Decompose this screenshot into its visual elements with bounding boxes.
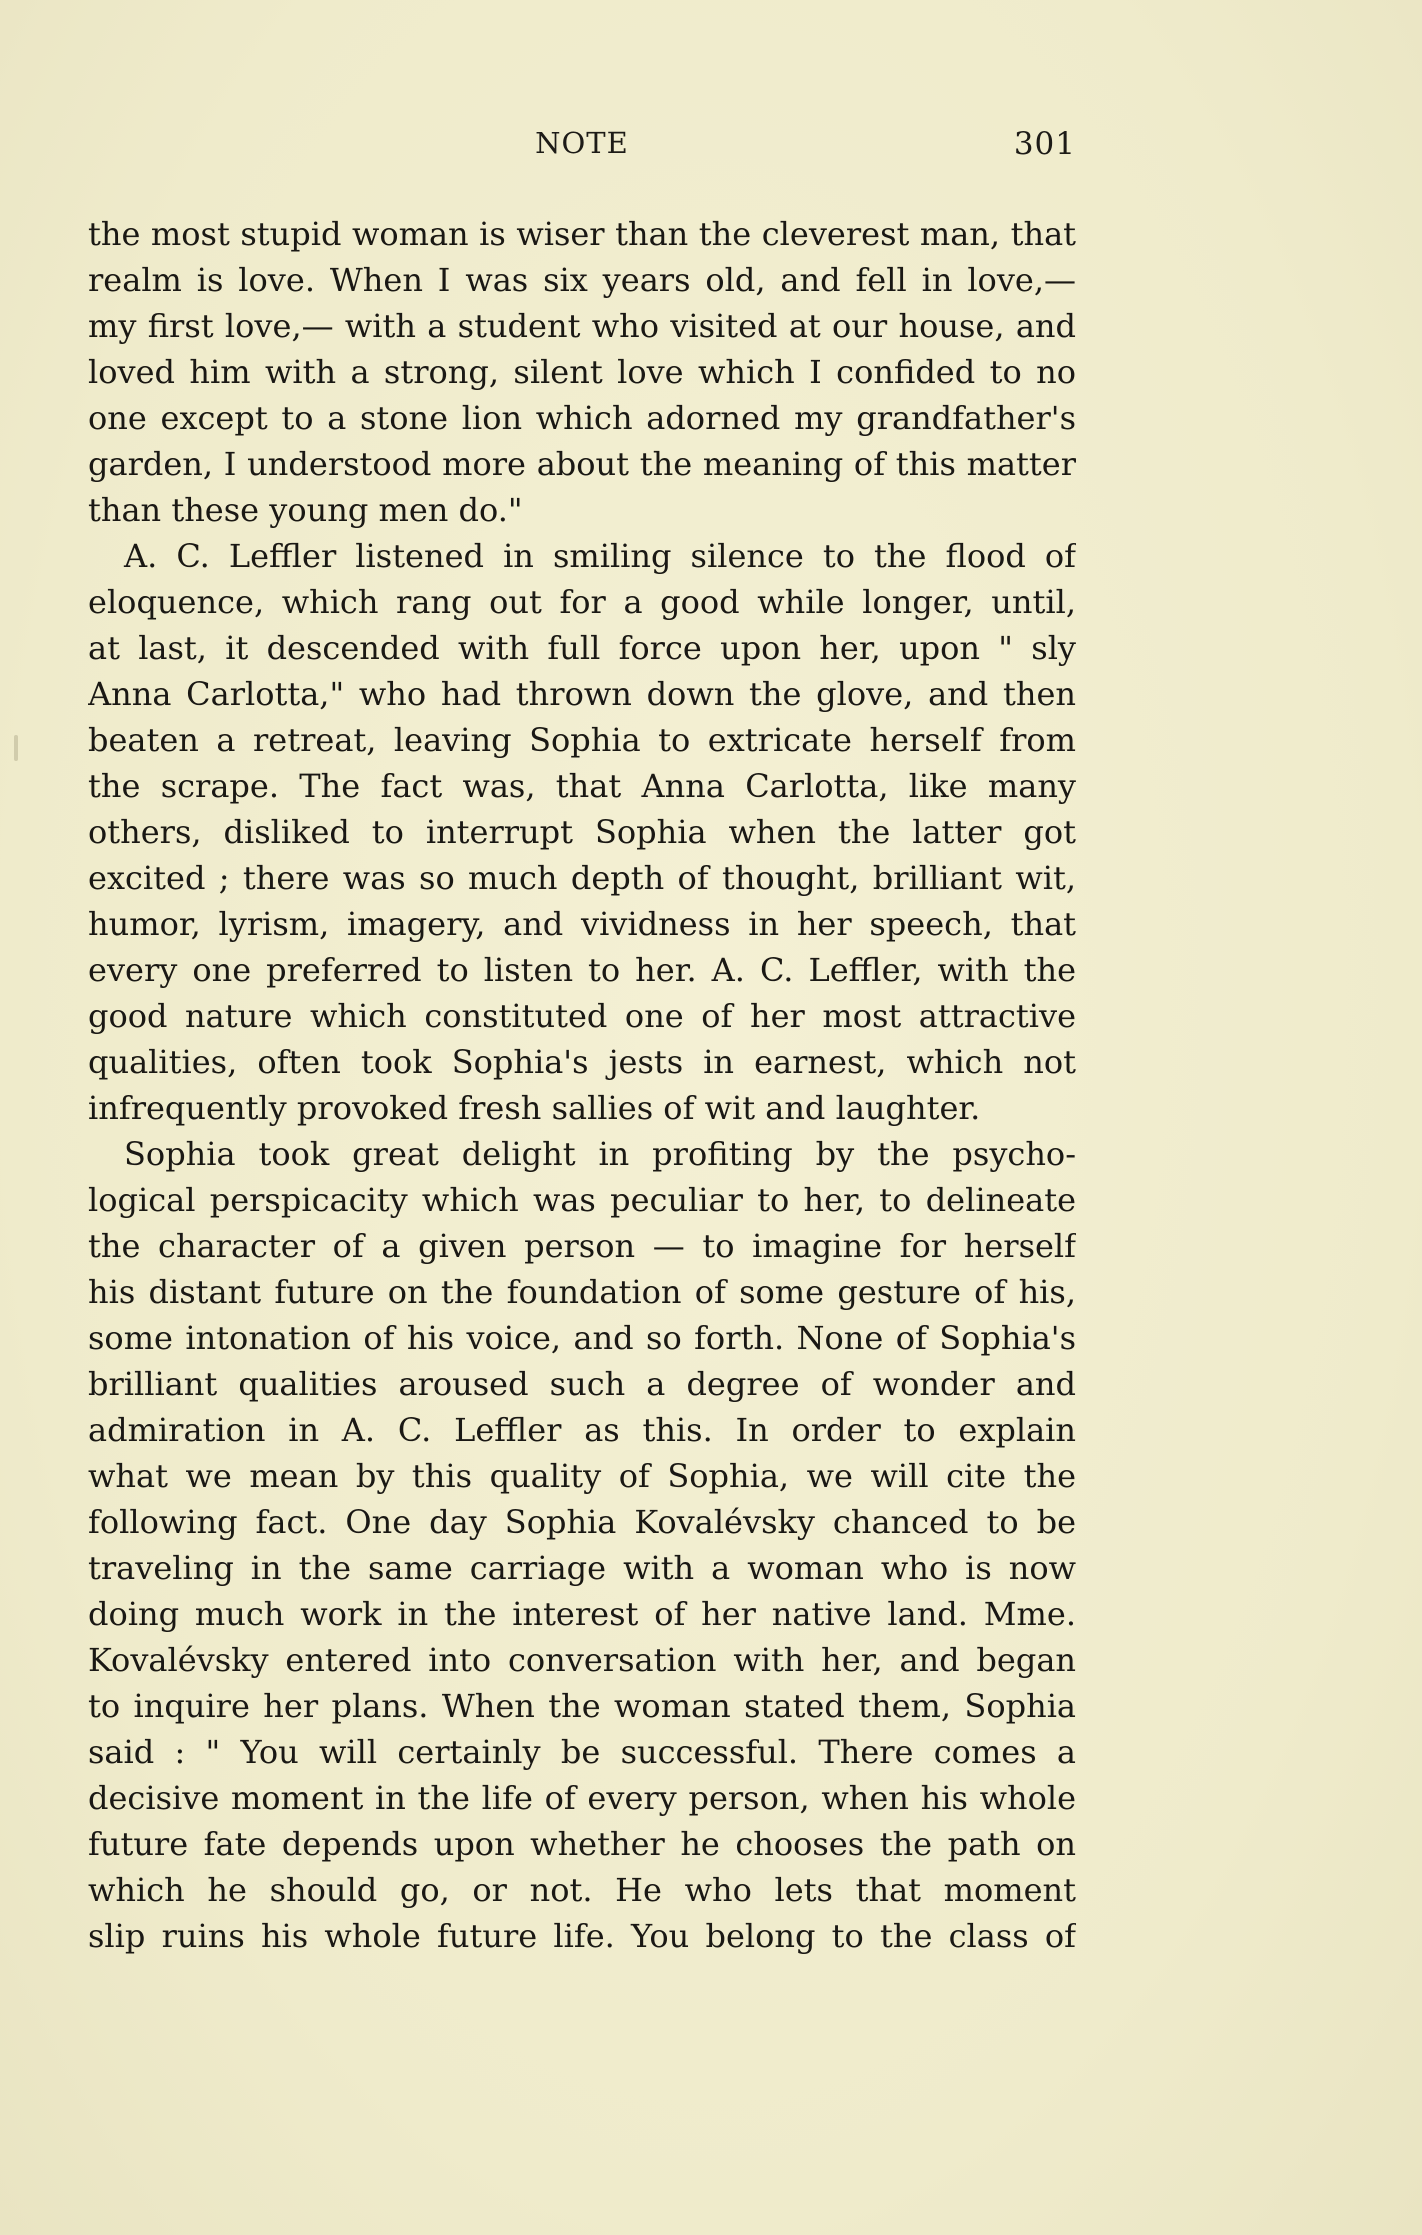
- text-line: following fact. One day Sophia Kovalévsky chanced to be: [88, 1503, 1076, 1541]
- text-line: the character of a given person — to imagine for herself: [88, 1227, 1076, 1265]
- text-line: Kovalévsky entered into conversation with her, and began: [88, 1641, 1076, 1679]
- text-line: brilliant qualities aroused such a degree of wonder and: [88, 1365, 1076, 1403]
- text-line: qualities, often took Sophia's jests in earnest, which not: [88, 1043, 1076, 1081]
- page-number: 301: [1013, 126, 1076, 162]
- text-line: Anna Carlotta," who had thrown down the glove, and then: [88, 675, 1076, 713]
- text-line: loved him with a strong, silent love which I confided to no: [88, 353, 1076, 391]
- running-head: [88, 126, 1076, 170]
- text-line: infrequently provoked fresh sallies of wit and laughter.: [88, 1089, 981, 1127]
- text-line: some intonation of his voice, and so forth. None of Sophia's: [88, 1319, 1076, 1357]
- text-line: the scrape. The fact was, that Anna Carlotta, like many: [88, 767, 1076, 805]
- text-line: others, disliked to interrupt Sophia when the latter got: [88, 813, 1076, 851]
- text-line: one except to a stone lion which adorned my grandfather's: [88, 399, 1076, 437]
- text-line: my first love,— with a student who visited at our house, and: [88, 307, 1076, 345]
- text-line: humor, lyrism, imagery, and vividness in her speech, that: [88, 905, 1076, 943]
- text-line: doing much work in the interest of her native land. Mme.: [88, 1595, 1076, 1633]
- text-line: traveling in the same carriage with a woman who is now: [88, 1549, 1076, 1587]
- text-line: at last, it descended with full force upon her, upon " sly: [88, 629, 1076, 667]
- text-line: future fate depends upon whether he chooses the path on: [88, 1825, 1076, 1863]
- margin-mark: [14, 735, 18, 761]
- text-line: said : " You will certainly be successful. There comes a: [88, 1733, 1076, 1771]
- text-line: than these young men do.": [88, 491, 523, 529]
- text-line: garden, I understood more about the meaning of this matter: [88, 445, 1076, 483]
- text-line: to inquire her plans. When the woman stated them, Sophia: [88, 1687, 1076, 1725]
- text-line: what we mean by this quality of Sophia, we will cite the: [88, 1457, 1076, 1495]
- text-line: excited ; there was so much depth of thought, brilliant wit,: [88, 859, 1076, 897]
- text-line: good nature which constituted one of her most attractive: [88, 997, 1076, 1035]
- text-line: every one preferred to listen to her. A. C. Leffler, with the: [88, 951, 1076, 989]
- text-line: realm is love. When I was six years old, and fell in love,—: [88, 261, 1076, 299]
- paragraph-start-line: Sophia took great delight in profiting by the psycho-: [124, 1135, 1076, 1173]
- text-line: admiration in A. C. Leffler as this. In order to explain: [88, 1411, 1076, 1449]
- running-head-title: NOTE: [535, 126, 629, 160]
- body-text: [88, 211, 1076, 1959]
- text-line: his distant future on the foundation of some gesture of his,: [88, 1273, 1076, 1311]
- text-line: slip ruins his whole future life. You belong to the class of: [88, 1917, 1076, 1955]
- paragraph-start-line: A. C. Leffler listened in smiling silence to the flood of: [124, 537, 1076, 575]
- text-line: logical perspicacity which was peculiar to her, to delineate: [88, 1181, 1076, 1219]
- text-line: the most stupid woman is wiser than the cleverest man, that: [88, 215, 1076, 253]
- text-line: beaten a retreat, leaving Sophia to extricate herself from: [88, 721, 1076, 759]
- text-line: decisive moment in the life of every person, when his whole: [88, 1779, 1076, 1817]
- text-line: eloquence, which rang out for a good while longer, until,: [88, 583, 1076, 621]
- text-line: which he should go, or not. He who lets that moment: [88, 1871, 1076, 1909]
